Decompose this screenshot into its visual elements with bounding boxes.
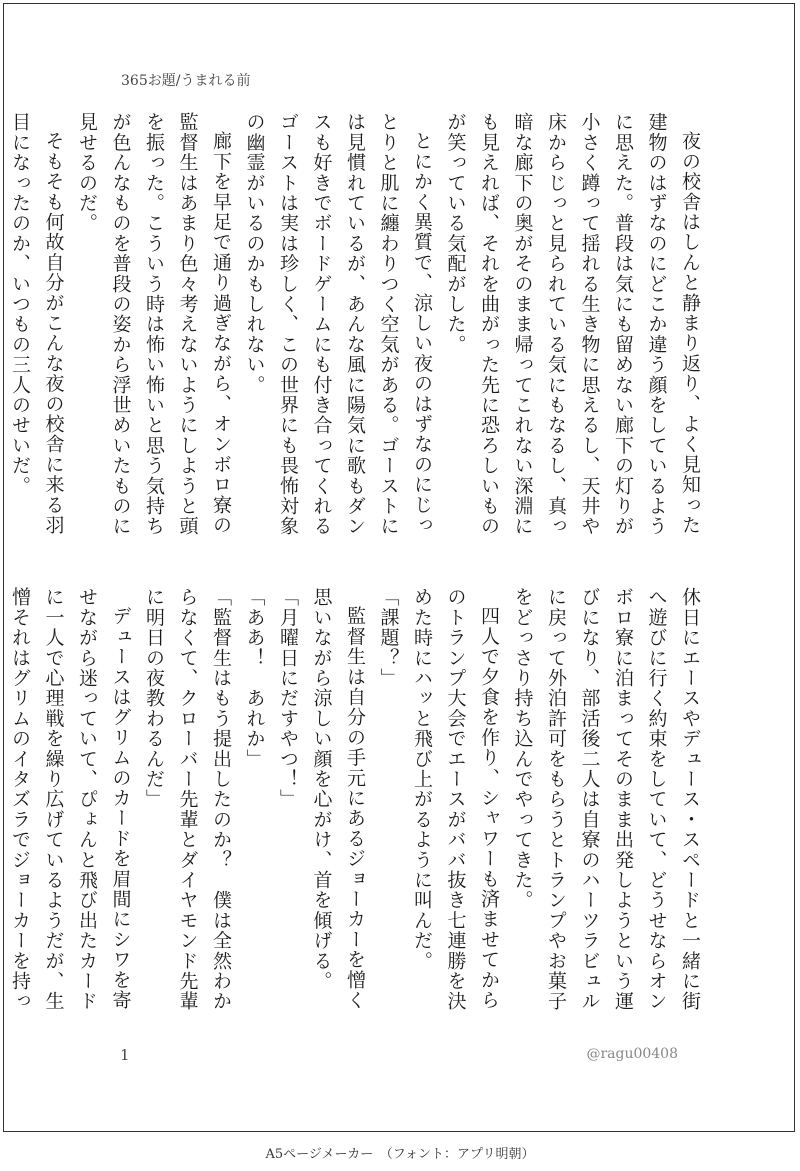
page-frame xyxy=(3,3,795,1132)
paragraph: そもそも何故自分がこんな夜の校舎に来る羽目になったのか、いつもの三人のせいだ。 xyxy=(9,112,65,535)
paragraph: とにかく異質で、涼しい夜のはずなのにじっとりと肌に纏わりつく空気がある。ゴーストには見慣れているが、あんな風に陽気に歌もダンスも好きでボードゲームにも付き合ってくれるゴーストは実は珍しく、この世界にも畏怖対象の幽霊がいるのかもしれない。 xyxy=(243,112,433,537)
paragraph: 監督生は自分の手元にあるジョーカーを憎く思いながら涼しい顔を心がけ、首を傾げる。 xyxy=(310,587,366,1010)
page-title: 365お題/うまれる前 xyxy=(121,73,251,89)
dialogue-line: 「課題？」 xyxy=(377,587,400,688)
paragraph: デュースはグリムのカードを眉間にシワを寄せながら迷っていて、ぴょんと飛び出たカードに一人で心理戦を繰り広げているようだが、生憎それはグリムのイタズラでジョーカーを持っ xyxy=(9,587,132,1012)
dialogue-line: 「月曜日にだすやつ！」 xyxy=(277,587,299,810)
paragraph: 廊下を早足で通り過ぎながら、オンボロ寮の監督生はあまり色々考えないようにしようと頭を振った。こういう時は怖い怖いと思う気持ちが色んなものを普段の姿から浮世めいたものに見せるのだ。 xyxy=(76,112,232,537)
page-number: 1 xyxy=(120,1046,130,1064)
author-handle: @ragu00408 xyxy=(586,1046,678,1062)
paragraph: 四人で夕食を作り、シャワーも済ませてからのトランプ大会でエースがババ抜き七連勝を決めた時にハッと飛び上がるように叫んだ。 xyxy=(411,587,500,1012)
dialogue-line xyxy=(0,112,3,542)
dialogue-line: 「ああ！ あれか」 xyxy=(243,587,266,769)
dialogue-line: 「監督生はもう提出したのか？ 僕は全然わからなくて、クローバー先輩とダイヤモンド先輩に明日の夜教わるんだ」 xyxy=(143,587,232,1012)
paragraph: 休日にエースやデュース・スペードと一緒に街へ遊びに行く約束をしていて、どうせならオンボロ寮に泊まってそのまま出発しようという運びになり、部活後二人は自寮のハーツラビュルに戻って外泊許可をもらうとトランプやお菓子をどっさり持ち込んでやってきた。 xyxy=(511,587,701,1012)
text-column-top xyxy=(9,112,706,542)
footer-caption: A5ページメーカー （フォント：アプリ明朝） xyxy=(265,1147,535,1162)
paragraph: 夜の校舎はしんと静まり返り、よく見知った建物のはずなのにどこか違う顔をしているように思えた。普段は気にも留めない廊下の灯りが小さく蹲って揺れる生き物に思えるし、天井や床からじっと見られている気にもなるし、真っ暗な廊下の奥がそのまま帰ってこれない深淵にも見えれば、それを曲がった先に恐ろしいものが笑っている気配がした。 xyxy=(444,112,701,537)
text-column-bottom xyxy=(9,587,706,1017)
